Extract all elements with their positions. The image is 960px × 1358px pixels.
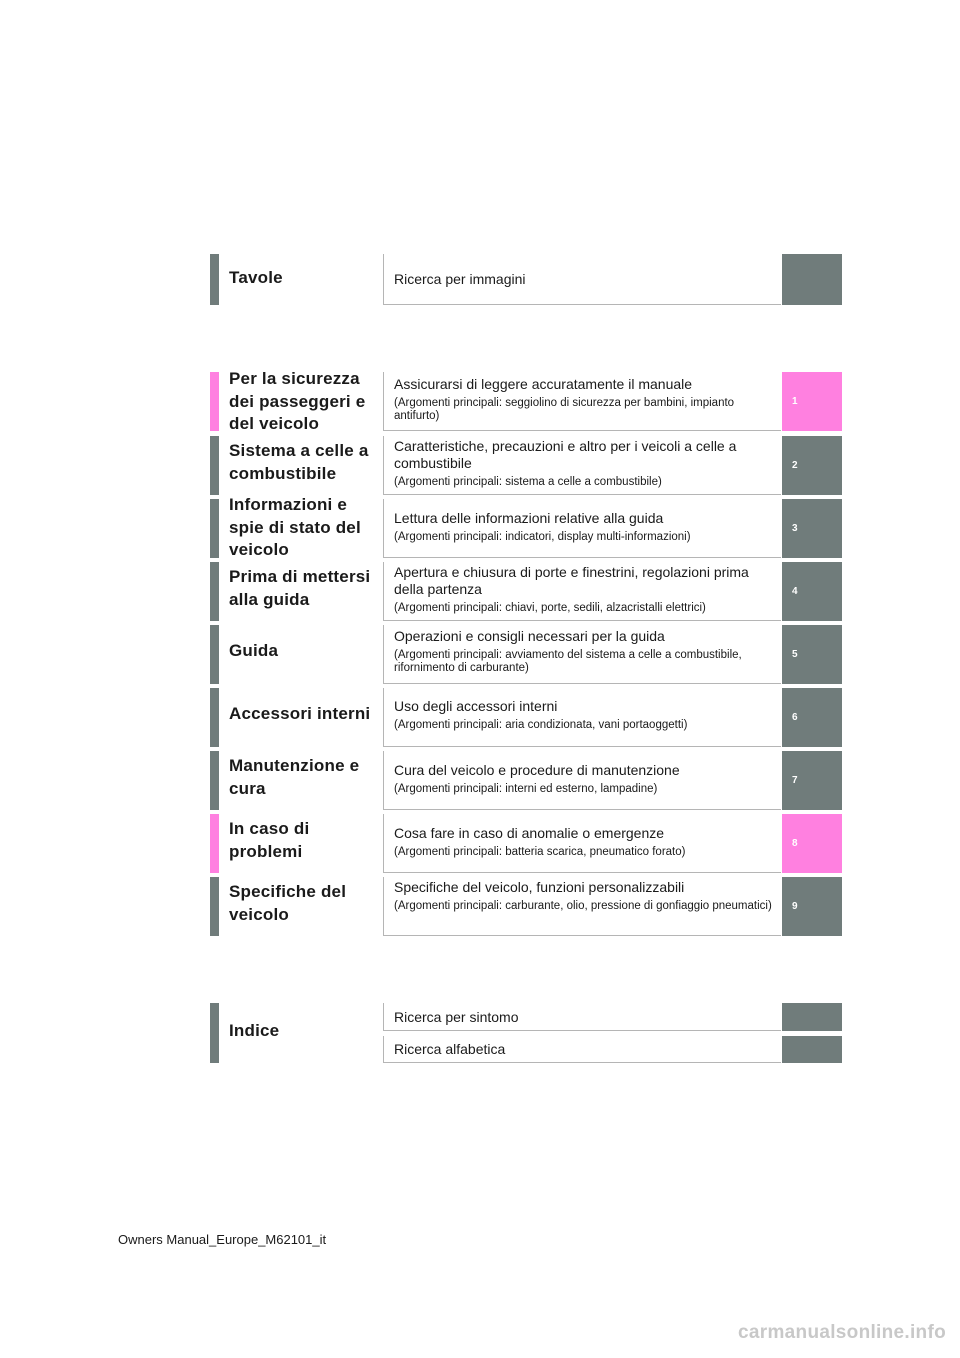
chapter-bar bbox=[210, 688, 219, 747]
index-tab[interactable] bbox=[782, 1003, 842, 1031]
chapter-description-text: Apertura e chiusura di porte e finestrini, regolazioni prima della partenza bbox=[394, 564, 749, 597]
index-tab[interactable] bbox=[782, 1036, 842, 1063]
chapter-topics: (Argomenti principali: seggiolino di sicurezza per bambini, impianto antifurto) bbox=[394, 397, 735, 422]
chapter-row-1[interactable] bbox=[210, 369, 842, 433]
chapter-topics: (Argomenti principali: chiavi, porte, sedili, alzacristalli elettrici) bbox=[394, 602, 706, 614]
section-bar bbox=[210, 1003, 219, 1063]
section-description bbox=[383, 254, 781, 305]
chapter-tab-number[interactable]: 6 bbox=[782, 688, 842, 747]
section-description-text: Ricerca per immagini bbox=[394, 270, 526, 287]
chapter-row-7[interactable] bbox=[210, 751, 842, 810]
chapter-description bbox=[383, 877, 781, 936]
chapter-row-9[interactable] bbox=[210, 877, 842, 936]
chapter-bar bbox=[210, 436, 219, 495]
index-item-alfabetica[interactable] bbox=[383, 1036, 781, 1063]
chapter-description-text: Cura del veicolo e procedure di manutenzione bbox=[394, 762, 680, 778]
chapter-tab-number[interactable]: 7 bbox=[782, 751, 842, 810]
chapter-description-text: Assicurarsi di leggere accuratamente il manuale bbox=[394, 376, 693, 392]
chapter-bar bbox=[210, 372, 219, 431]
index-item-label: Ricerca per sintomo bbox=[394, 1009, 519, 1025]
chapter-topics: (Argomenti principali: sistema a celle a combustibile) bbox=[394, 476, 662, 488]
chapter-bar bbox=[210, 877, 219, 936]
chapter-row-3[interactable] bbox=[210, 495, 842, 559]
chapter-description bbox=[383, 436, 781, 495]
chapter-description-text: Uso degli accessori interni bbox=[394, 698, 558, 714]
chapter-topics: (Argomenti principali: indicatori, display multi-informazioni) bbox=[394, 531, 691, 543]
row-tavole[interactable] bbox=[210, 254, 842, 305]
chapter-description-text: Specifiche del veicolo, funzioni personalizzabili bbox=[394, 879, 685, 895]
chapter-tab-number[interactable]: 9 bbox=[782, 877, 842, 936]
chapter-description-text: Operazioni e consigli necessari per la guida bbox=[394, 628, 665, 644]
chapter-description-text: Lettura delle informazioni relative alla guida bbox=[394, 510, 664, 526]
chapter-title: Manutenzione e cura bbox=[229, 756, 360, 798]
chapter-topics: (Argomenti principali: carburante, olio, pressione di gonfiaggio pneumatici) bbox=[394, 900, 772, 912]
index-item-sintomo[interactable] bbox=[383, 1003, 781, 1031]
chapter-bar bbox=[210, 625, 219, 684]
chapter-tab-number[interactable]: 3 bbox=[782, 499, 842, 558]
chapter-description bbox=[383, 814, 781, 873]
index-item-label: Ricerca alfabetica bbox=[394, 1041, 506, 1057]
watermark: carmanualsonline.info bbox=[738, 1322, 946, 1343]
chapter-topics: (Argomenti principali: aria condizionata, vani portaoggetti) bbox=[394, 719, 688, 731]
chapter-bar bbox=[210, 814, 219, 873]
chapter-row-6[interactable] bbox=[210, 688, 842, 747]
chapter-tab-number[interactable]: 4 bbox=[782, 562, 842, 621]
chapter-tab-number[interactable]: 1 bbox=[782, 372, 842, 431]
chapter-title: In caso di problemi bbox=[229, 819, 310, 861]
chapter-topics: (Argomenti principali: batteria scarica, pneumatico forato) bbox=[394, 846, 686, 858]
chapter-description bbox=[383, 499, 781, 558]
section-title: Indice bbox=[229, 1021, 280, 1040]
chapter-topics: (Argomenti principali: interni ed esterno, lampadine) bbox=[394, 783, 658, 795]
chapter-title: Specifiche del veicolo bbox=[229, 882, 347, 924]
chapter-tab-number[interactable]: 8 bbox=[782, 814, 842, 873]
chapter-row-5[interactable] bbox=[210, 625, 842, 684]
chapter-row-2[interactable] bbox=[210, 436, 842, 495]
footer-document-id: Owners Manual_Europe_M62101_it bbox=[118, 1232, 327, 1247]
chapter-description bbox=[383, 562, 781, 621]
chapter-topics: (Argomenti principali: avviamento del sistema a celle a combustibile, rifornimento di carburante) bbox=[394, 649, 742, 674]
chapter-tab-number[interactable]: 2 bbox=[782, 436, 842, 495]
section-tab bbox=[782, 254, 842, 305]
chapter-title: Accessori interni bbox=[229, 704, 371, 723]
chapter-title: Prima di mettersi alla guida bbox=[229, 567, 371, 609]
chapter-description bbox=[383, 625, 781, 684]
chapter-title: Informazioni e spie di stato del veicolo bbox=[229, 495, 361, 559]
chapter-bar bbox=[210, 562, 219, 621]
row-indice bbox=[210, 1003, 842, 1063]
chapter-title: Guida bbox=[229, 641, 279, 660]
chapter-description-text: Cosa fare in caso di anomalie o emergenze bbox=[394, 825, 665, 841]
chapter-bar bbox=[210, 499, 219, 558]
chapter-description bbox=[383, 372, 781, 431]
chapter-tab-number[interactable]: 5 bbox=[782, 625, 842, 684]
chapter-row-8[interactable] bbox=[210, 814, 842, 873]
chapter-description-text: Caratteristiche, precauzioni e altro per i veicoli a celle a combustibile bbox=[394, 438, 737, 471]
chapter-row-4[interactable] bbox=[210, 562, 842, 621]
chapter-description bbox=[383, 688, 781, 747]
chapter-title: Per la sicurezza dei passeggeri e del veicolo bbox=[229, 369, 366, 433]
section-bar bbox=[210, 254, 219, 305]
chapter-title: Sistema a celle a combustibile bbox=[229, 441, 369, 483]
section-title: Tavole bbox=[229, 268, 283, 287]
chapter-bar bbox=[210, 751, 219, 810]
chapter-description bbox=[383, 751, 781, 810]
